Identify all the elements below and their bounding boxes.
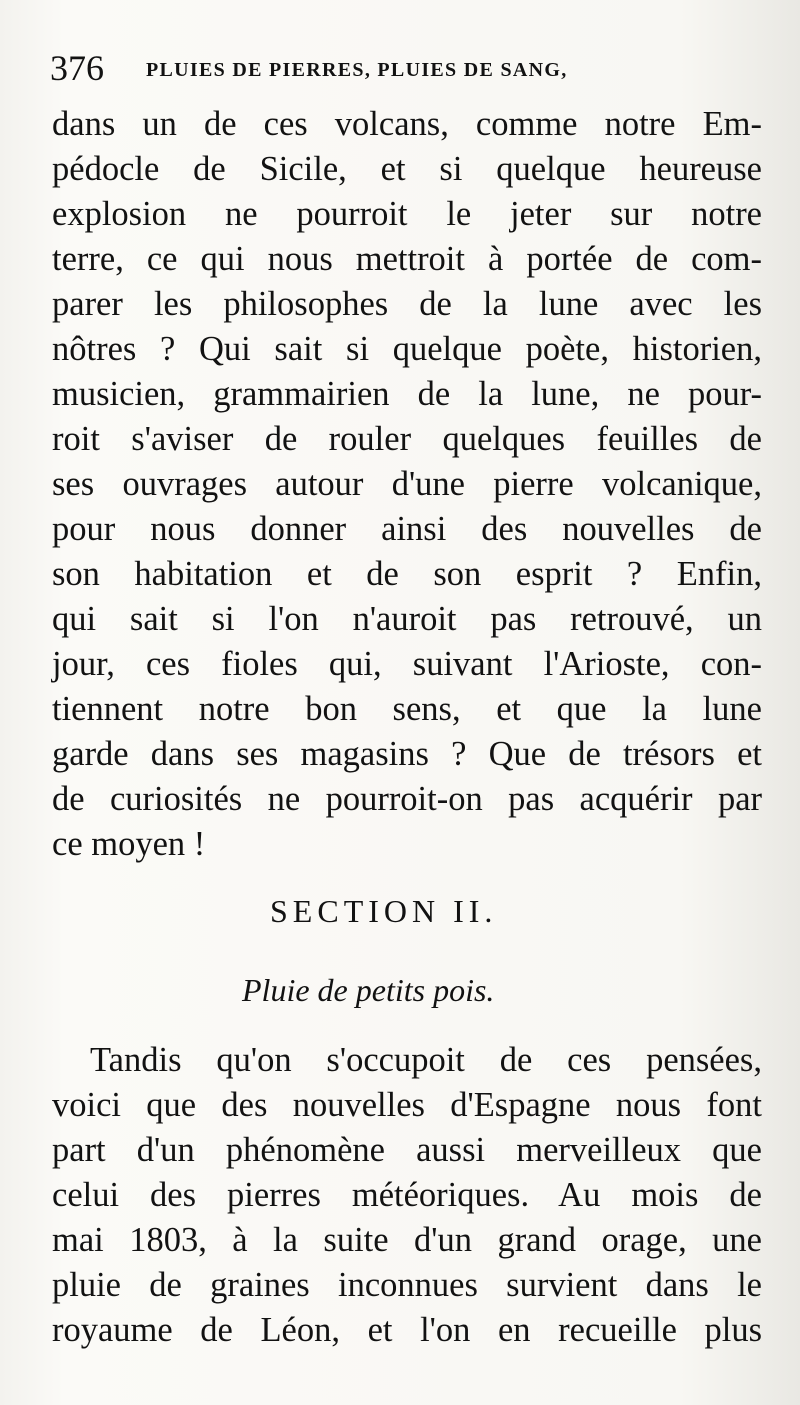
text-line: terre, ce qui nous mettroit à portée de com- [52,240,762,278]
page-header [50,46,750,90]
text-line: jour, ces fioles qui, suivant l'Arioste, con- [52,645,762,683]
text-line: ses ouvrages autour d'une pierre volcanique, [52,465,762,503]
text-line: son habitation et de son esprit ? Enfin, [52,555,762,593]
text-line: roit s'aviser de rouler quelques feuilles de [52,420,762,458]
text-line: pluie de graines inconnues survient dans le [52,1266,762,1304]
text-line: ce moyen ! [52,825,206,863]
text-line: pour nous donner ainsi des nouvelles de [52,510,762,548]
text-line: explosion ne pourroit le jeter sur notre [52,195,762,233]
text-line: celui des pierres météoriques. Au mois de [52,1176,762,1214]
text-line: Tandis qu'on s'occupoit de ces pensées, [90,1041,762,1079]
text-line: part d'un phénomène aussi merveilleux que [52,1131,762,1169]
running-head: PLUIES DE PIERRES, PLUIES DE SANG, [146,59,568,81]
text-line: musicien, grammairien de la lune, ne pour- [52,375,762,413]
text-line: voici que des nouvelles d'Espagne nous font [52,1086,762,1124]
section-subtitle: Pluie de petits pois. [242,972,495,1008]
text-line: pédocle de Sicile, et si quelque heureuse [52,150,762,188]
text-line: mai 1803, à la suite d'un grand orage, une [52,1221,762,1259]
text-line: garde dans ses magasins ? Que de trésors et [52,735,762,773]
text-line: dans un de ces volcans, comme notre Em- [52,105,762,143]
text-line: de curiosités ne pourroit-on pas acquérir par [52,780,762,818]
text-line: qui sait si l'on n'auroit pas retrouvé, un [52,600,762,638]
text-line: royaume de Léon, et l'on en recueille plus [52,1311,762,1349]
text-line: nôtres ? Qui sait si quelque poète, historien, [52,330,762,368]
text-line: parer les philosophes de la lune avec les [52,285,762,323]
page-number: 376 [50,48,104,88]
text-line: tiennent notre bon sens, et que la lune [52,690,762,728]
section-title: SECTION II. [270,893,498,929]
